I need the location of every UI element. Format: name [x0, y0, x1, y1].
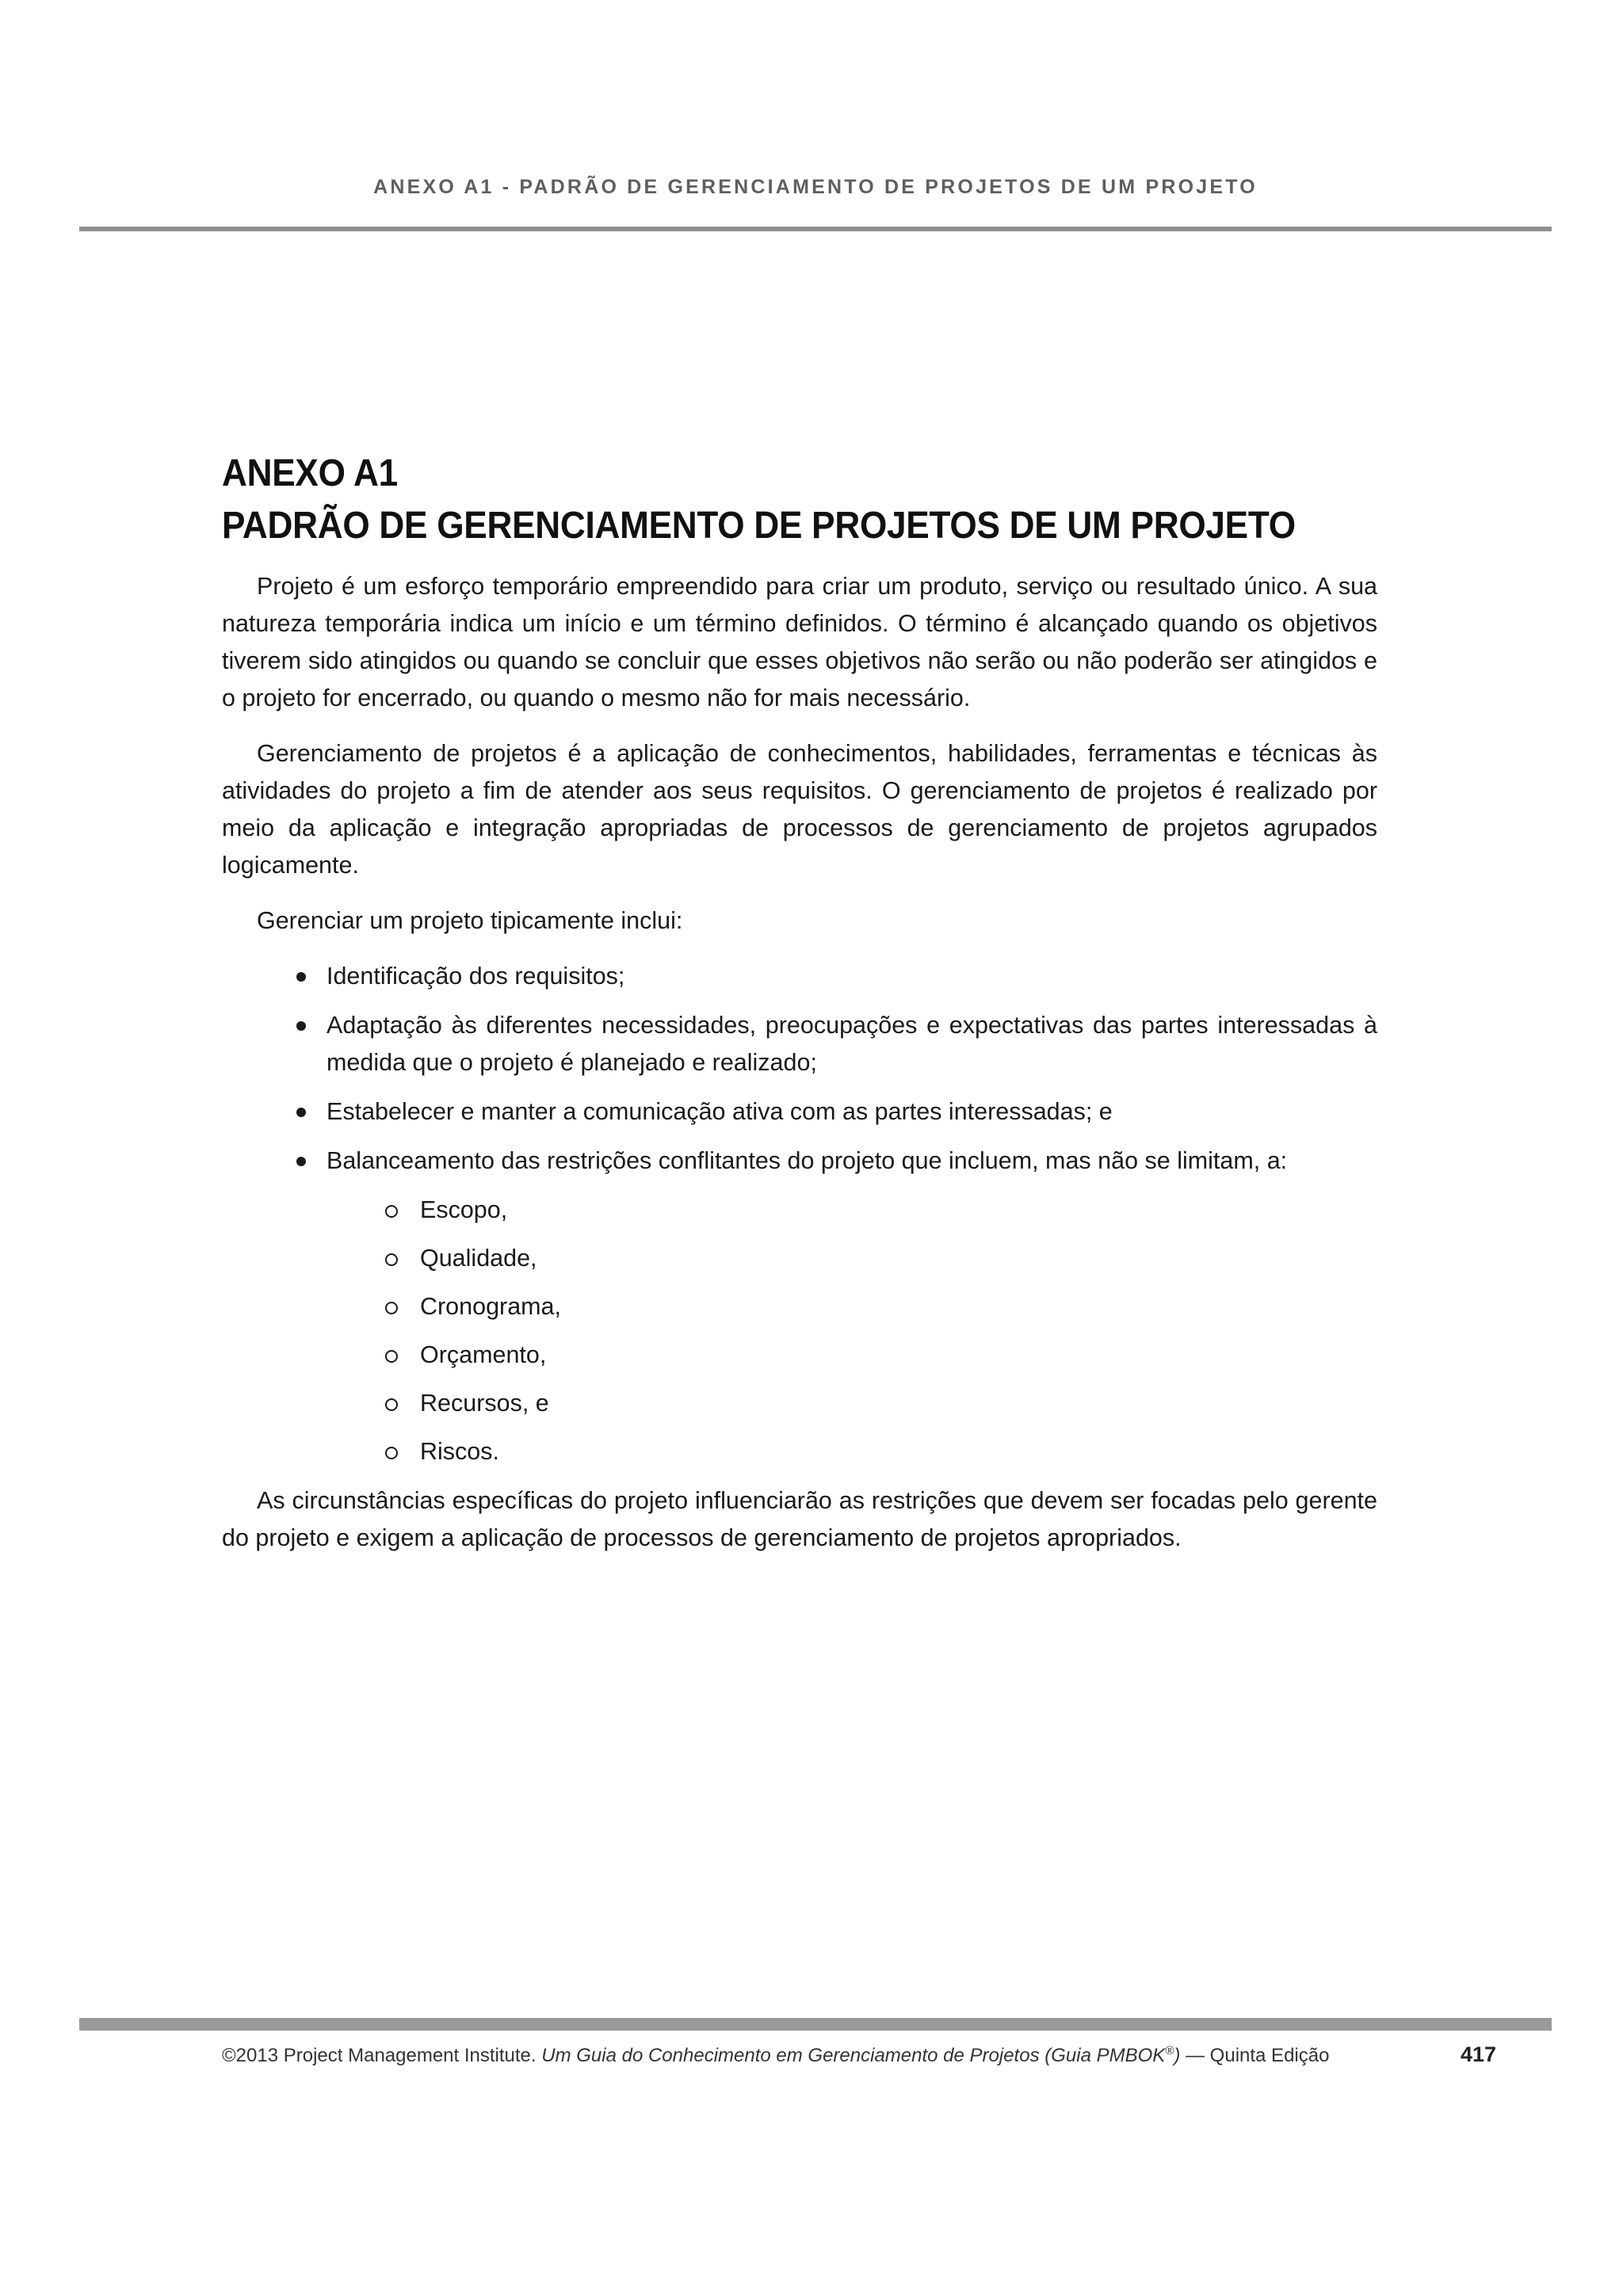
footer-edition: — Quinta Edição: [1180, 2045, 1330, 2066]
bullet-dot-icon: [296, 1157, 306, 1166]
sub-list-item: [222, 1337, 1377, 1374]
footer-rule: [79, 2018, 1552, 2031]
registered-mark: ®: [1165, 2044, 1174, 2058]
sub-list-item: [222, 1433, 1377, 1470]
paragraph-closing: As circunstâncias específicas do projeto influenciarão as restrições que devem ser focadas pelo gerente do projeto e exigem a aplicação de processos de gerenciamento de projetos apropriados.: [222, 1487, 1377, 1551]
list-item: [222, 1093, 1377, 1131]
circle-bullet-icon: [385, 1447, 398, 1459]
annex-subtitle: PADRÃO DE GERENCIAMENTO DE PROJETOS DE UM PROJETO: [222, 505, 1296, 547]
footer-copyright: [222, 2044, 1329, 2067]
bullet-dot-icon: [296, 1021, 306, 1031]
sub-list-item: [222, 1240, 1377, 1277]
sub-list-item-text: Riscos.: [420, 1438, 499, 1465]
list-item: [222, 1142, 1377, 1470]
sub-list-item-text: Recursos, e: [420, 1390, 549, 1417]
bullet-list: [222, 958, 1377, 1470]
paragraph-project-management: Gerenciamento de projetos é a aplicação de conhecimentos, habilidades, ferramentas e técnicas às atividades do projeto a fim de atender aos seus requisitos. O gerenciamento de projetos é realizado por meio da aplicação e integração apropriadas de processos de gerenciamento de projetos agrupados logicamente.: [222, 740, 1377, 879]
body-text: [222, 568, 1377, 1557]
page-content: [222, 448, 1377, 1575]
page-number: 417: [1460, 2042, 1496, 2066]
sub-list-item: [222, 1385, 1377, 1422]
footer-prefix: ©2013 Project Management Institute.: [222, 2045, 542, 2066]
paragraph-managing-includes: Gerenciar um projeto tipicamente inclui:: [257, 907, 683, 934]
header-rule: [79, 227, 1552, 231]
circle-bullet-icon: [385, 1302, 398, 1314]
sub-list-item-text: Orçamento,: [420, 1341, 547, 1368]
list-item: [222, 958, 1377, 995]
list-item-text: Estabelecer e manter a comunicação ativa com as partes interessadas; e: [327, 1098, 1113, 1125]
circle-bullet-icon: [385, 1350, 398, 1363]
paragraph-project-definition: Projeto é um esforço temporário empreendido para criar um produto, serviço ou resultado único. A sua natureza temporária indica um início e um término definidos. O término é alcançado quando os objetivos tiverem sido atingidos ou quando se concluir que esses objetivos não serão ou não poderão ser atingidos e o projeto for encerrado, ou quando o mesmo não for mais necessário.: [222, 573, 1377, 711]
running-header: ANEXO A1 - PADRÃO DE GERENCIAMENTO DE PROJETOS DE UM PROJETO: [373, 176, 1258, 198]
sub-list-item-text: Qualidade,: [420, 1245, 537, 1272]
list-item: [222, 1007, 1377, 1081]
sub-list-item: [222, 1192, 1377, 1229]
bullet-dot-icon: [296, 972, 306, 982]
circle-bullet-icon: [385, 1205, 398, 1218]
circle-bullet-icon: [385, 1398, 398, 1411]
annex-title: ANEXO A1: [222, 452, 398, 494]
sub-list-item: [222, 1288, 1377, 1325]
sub-bullet-list: [327, 1192, 1377, 1470]
bullet-dot-icon: [296, 1108, 306, 1117]
list-item-text: Adaptação às diferentes necessidades, preocupações e expectativas das partes interessadas à medida que o projeto é planejado e realizado;: [327, 1012, 1377, 1076]
sub-list-item-text: Escopo,: [420, 1196, 508, 1223]
sub-list-item-text: Cronograma,: [420, 1293, 561, 1320]
footer-book-title: Um Guia do Conhecimento em Gerenciamento de Projetos (Guia PMBOK®): [541, 2044, 1181, 2066]
circle-bullet-icon: [385, 1253, 398, 1266]
list-item-text: Identificação dos requisitos;: [327, 963, 625, 990]
list-item-text: Balanceamento das restrições conflitantes do projeto que incluem, mas não se limitam, a:: [327, 1147, 1288, 1174]
